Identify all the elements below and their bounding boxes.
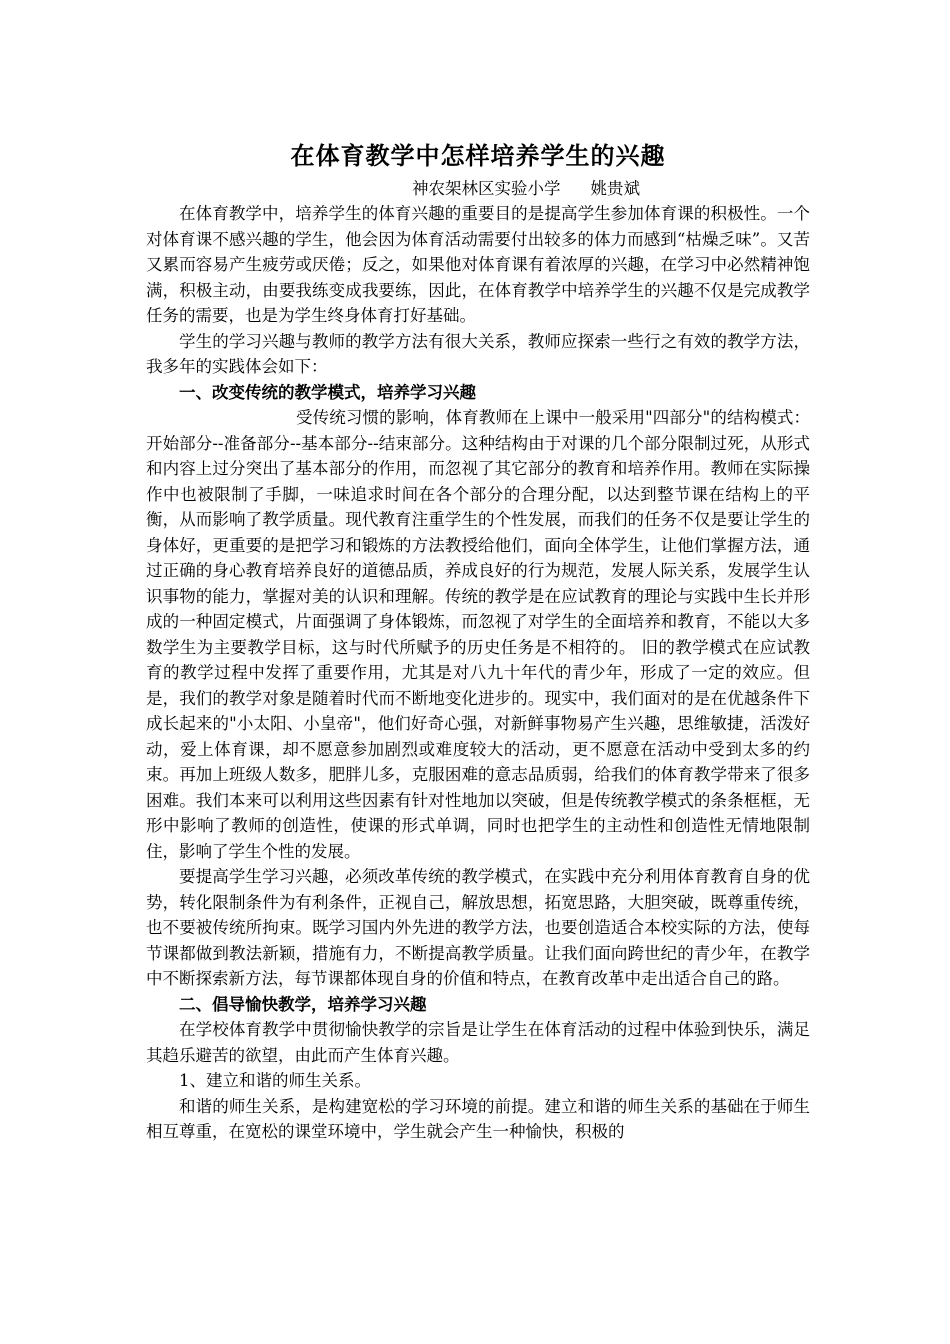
intro-paragraph-2: 学生的学习兴趣与教师的教学方法有很大关系，教师应探索一些行之有效的教学方法，我多年的实践体会如下： [146,331,810,376]
document-body [146,138,810,1145]
section-2-paragraph-1: 在学校体育教学中贯彻愉快教学的宗旨是让学生在体育活动的过程中体验到快乐，满足其趋乐避苦的欲望，由此而产生体育兴趣。 [146,1020,810,1065]
section-1-paragraph-2: 要提高学生学习兴趣，必须改革传统的教学模式，在实践中充分利用体育教育自身的优势，转化限制条件为有利条件，正视自己，解放思想，拓宽思路，大胆突破，既尊重传统，也不要被传统所拘束。既学习国内外先进的教学方法，也要创造适合本校实际的方法，使每节课都做到教法新颖，措施有力，不断提高教学质量。让我们面向跨世纪的青少年，在教学中不断探索新方法，每节课都体现自身的价值和特点，在教育改革中走出适合自己的路。 [146,867,810,988]
document-title: 在体育教学中怎样培养学生的兴趣 [290,142,666,170]
byline-author: 姚贵斌 [590,179,640,198]
byline [146,176,810,201]
section-2-heading: 二、倡导愉快教学，培养学习兴趣 [179,994,427,1014]
section-1-heading: 一、改变传统的教学模式，培养学习兴趣 [179,382,476,402]
intro-paragraph-1: 在体育教学中，培养学生的体育兴趣的重要目的是提高学生参加体育课的积极性。一个对体育课不感兴趣的学生，他会因为体育活动需要付出较多的体力而感到“枯燥乏味”。又苦又累而容易产生疲劳或厌倦；反之，如果他对体育课有着浓厚的兴趣，在学习中必然精神饱满，积极主动，由要我练变成我要练，因此，在体育教学中培养学生的兴趣不仅是完成教学任务的需要，也是为学生终身体育打好基础。 [146,204,810,325]
section-1-paragraph-1: 受传统习惯的影响，体育教师在上课中一般采用"四部分"的结构模式：开始部分--准备部分--基本部分--结束部分。这种结构由于对课的几个部分限制过死，从形式和内容上过分突出了基本部分的作用，而忽视了其它部分的教育和培养作用。教师在实际操作中也被限制了手脚，一味追求时间在各个部分的合理分配，以达到整节课在结构上的平衡，从而影响了教学质量。现代教育注重学生的个性发展，而我们的任务不仅是要让学生的身体好，更重要的是把学习和锻炼的方法教授给他们，面向全体学生，让他们掌握方法，通过正确的身心教育培养良好的道德品质，养成良好的行为规范，发展人际关系，发展学生认识事物的能力，掌握对美的认识和理解。传统的教学是在应试教育的理论与实践中生长并形成的一种固定模式，片面强调了身体锻炼，而忽视了对学生的全面培养和教育，不能以大多数学生为主要教学目标，这与时代所赋予的历史任务是不相符的。 旧的教学模式在应试教育的教学过程中发挥了重要作用，尤其是对八九十年代的青少年，形成了一定的效应。但是，我们的教学对象是随着时代而不断地变化进步的。现实中，我们面对的是在优越条件下成长起来的"小太阳、小皇帝"，他们好奇心强，对新鲜事物易产生兴趣，思维敏捷，活泼好动，爱上体育课，却不愿意参加剧烈或难度较大的活动，更不愿意在活动中受到太多的约束。再加上班级人数多，肥胖儿多，克服困难的意志品质弱，给我们的体育教学带来了很多困难。我们本来可以利用这些因素有针对性地加以突破，但是传统教学模式的条条框框，无形中影响了教师的创造性，使课的形式单调，同时也把学生的主动性和创造性无情地限制住，影响了学生个性的发展。 [146,408,810,861]
section-2-subparagraph-1: 和谐的师生关系，是构建宽松的学习环境的前提。建立和谐的师生关系的基础在于师生相互尊重，在宽松的课堂环境中，学生就会产生一种愉快，积极的 [146,1096,810,1141]
byline-school: 神农架林区实验小学 [412,179,561,198]
section-2-subheading: 1、建立和谐的师生关系。 [179,1071,371,1090]
